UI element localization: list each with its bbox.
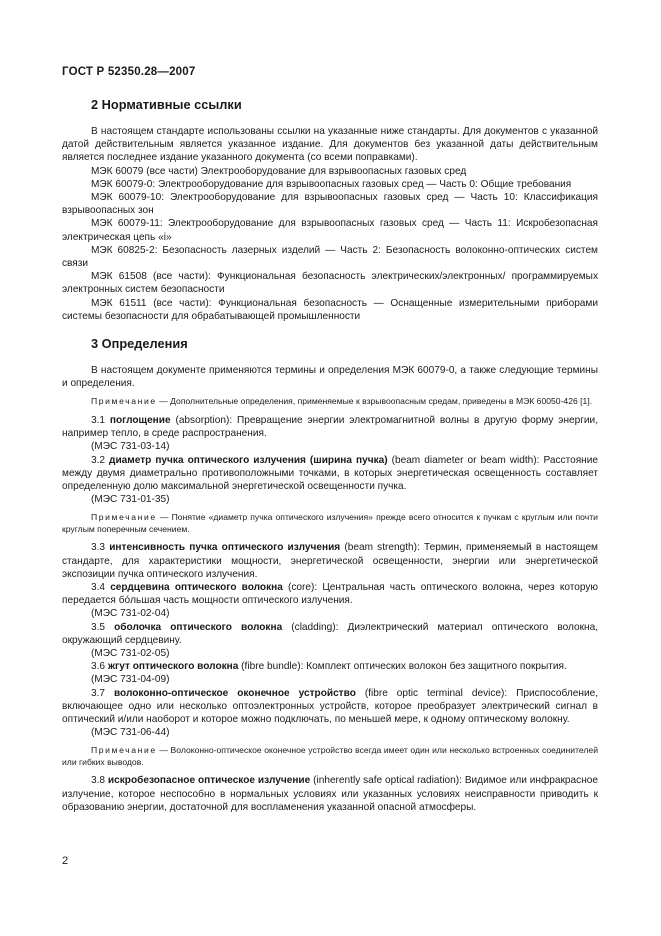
term-name: диаметр пучка оптического излучения (ширина пучка)	[109, 454, 388, 466]
note-1	[62, 396, 598, 408]
term-name: поглощение	[109, 414, 171, 426]
definition-3-4	[62, 581, 598, 607]
source-reference: (МЭС 731-06-44)	[91, 727, 170, 739]
note-label: Примечание	[91, 396, 157, 407]
term-definition: (absorption): Превращение энергии электромагнитной волны в другую форму энергии, например тепло, в среде распространения.	[62, 414, 599, 440]
term-definition: (beam diameter or beam width): Расстояние между двумя диаметрально противоположными точками, в которых энергетическая освещенность составляет определенную долю максимальной энергетической освещенности пучка.	[62, 454, 598, 492]
term-number: 3.7	[91, 687, 114, 699]
term-number: 3.8	[91, 775, 108, 787]
term-name: сердцевина оптического волокна	[110, 581, 283, 593]
section-3-intro: В настоящем документе применяются термины и определения МЭК 60079-0, а также следующие термины и определения.	[62, 365, 598, 390]
term-name: искробезопасное оптическое излучение	[107, 775, 311, 787]
term-number: 3.4	[91, 581, 111, 593]
term-definition: (fibre bundle): Комплект оптических волокон без защитного покрытия.	[238, 661, 567, 673]
term-number: 3.2	[91, 454, 110, 466]
reference-item: МЭК 61508 (все части): Функциональная безопасность электрических/электронных/ программируемых электронных систем безопасности	[62, 271, 598, 296]
source-reference: (МЭС 731-01-35)	[91, 494, 170, 506]
page-body	[62, 97, 598, 814]
definition-3-6	[62, 660, 598, 673]
source-reference: (МЭС 731-04-09)	[91, 674, 170, 686]
source-reference: (МЭС 731-02-04)	[91, 608, 170, 620]
definition-3-3	[62, 541, 598, 581]
note-2	[62, 512, 598, 535]
note-text: — Понятие «диаметр пучка оптического излучения» прежде всего относится к пучкам с круглым или почти круглым поперечным сечением.	[62, 512, 598, 534]
term-name: жгут оптического волокна	[107, 661, 239, 673]
reference-item: МЭК 60079 (все части) Электрооборудование для взрывоопасных газовых сред	[91, 165, 467, 177]
term-definition: (beam strength): Термин, применяемый в настоящем стандарте, для характеристики мощности, энергетической освещенности, энергии или энергетической экспозиции пучка оптического излучения.	[62, 542, 598, 580]
term-definition: (core): Центральная часть оптического волокна, через которую передается бóльшая часть мощности оптического излучения.	[62, 581, 598, 607]
source-reference: (МЭС 731-02-05)	[91, 648, 170, 659]
term-number: 3.6	[91, 661, 108, 673]
term-number: 3.5	[91, 621, 115, 633]
note-text: — Волоконно-оптическое оконечное устройство всегда имеет один или несколько встроенных соединителей или гибких выводов.	[62, 745, 598, 767]
section-2-intro: В настоящем стандарте использованы ссылки на указанные ниже стандарты. Для документов с указанной датой действительным является указанное издание. Для документов без указанной даты действительным является последнее издание указанного документа (со всеми поправками).	[62, 126, 598, 164]
term-name: интенсивность пучка оптического излучения	[109, 542, 341, 554]
term-definition: (fibre optic terminal device): Приспособление, включающее одно или несколько оптоэлектронных устройств, которое преобразует электрический сигнал в оптический и/или наоборот и которое можно подключать, по меньшей мере, к одному оптическому волокну.	[62, 687, 599, 726]
page-number: 2	[62, 855, 69, 867]
note-label: Примечание	[91, 512, 157, 523]
term-name: оболочка оптического волокна	[114, 621, 283, 633]
term-number: 3.3	[91, 542, 110, 554]
definition-3-1	[62, 414, 598, 440]
section-2-heading: 2 Нормативные ссылки	[91, 97, 242, 112]
term-definition: (inherently safe optical radiation): Видимое или инфракрасное излучение, которое неспособно в нормальных условиях или указанных условиях неисправности приводить к образованию энергии, достаточной для воспламенения указанной опасной атмосферы.	[62, 775, 598, 813]
note-3	[62, 745, 598, 768]
term-name: волоконно-оптическое оконечное устройство	[113, 687, 356, 699]
term-number: 3.1	[91, 414, 110, 426]
reference-item: МЭК 60825-2: Безопасность лазерных изделий — Часть 2: Безопасность волоконно-оптических систем связи	[62, 244, 598, 270]
definition-3-2	[62, 454, 598, 494]
definition-3-8	[62, 774, 598, 814]
reference-item: МЭК 60079-11: Электрооборудование для взрывоопасных газовых сред — Часть 11: Искробезопасная электрическая цепь «i»	[62, 218, 598, 243]
definition-3-7	[62, 687, 598, 727]
source-reference: (МЭС 731-03-14)	[91, 441, 170, 453]
definition-3-5	[62, 621, 598, 647]
reference-item: МЭК 61511 (все части): Функциональная безопасность — Оснащенные измерительными приборами системы безопасности для обрабатывающей промышленности	[62, 297, 598, 322]
reference-item: МЭК 60079-0: Электрооборудование для взрывоопасных газовых сред — Часть 0: Общие требования	[91, 178, 572, 190]
term-definition: (cladding): Диэлектрический материал оптического волокна, окружающий сердцевину.	[62, 621, 598, 646]
note-text: — Дополнительные определения, применяемые к взрывоопасным средам, приведены в МЭК 60050-426 [1].	[156, 396, 593, 407]
section-3-heading: 3 Определения	[91, 336, 188, 352]
note-label: Примечание	[91, 745, 157, 756]
reference-item: МЭК 60079-10: Электрооборудование для взрывоопасных газовых сред — Часть 10: Классификация взрывоопасных зон	[62, 192, 598, 217]
document-header: ГОСТ Р 52350.28—2007	[62, 66, 196, 78]
